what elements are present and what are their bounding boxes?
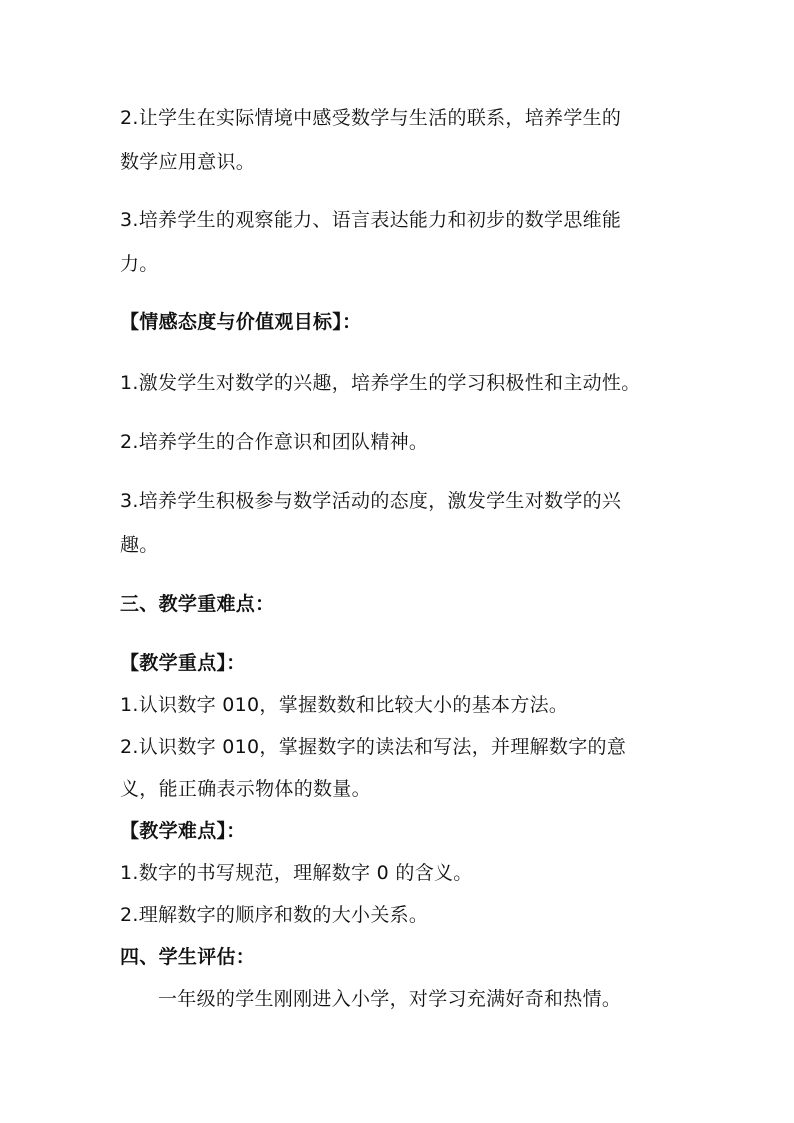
paragraph-goal-3-line-2: 力。 xyxy=(120,253,159,275)
paragraph-key-1: 1.认识数字 010，掌握数数和比较大小的基本方法。 xyxy=(120,694,569,716)
paragraph-key-2-line-1: 2.认识数字 010，掌握数字的读法和写法，并理解数字的意 xyxy=(120,736,627,758)
paragraph-goal-2-line-1: 2.让学生在实际情境中感受数学与生活的联系，培养学生的 xyxy=(120,107,622,129)
heading-difficult-points: 【教学难点】： xyxy=(120,820,246,842)
paragraph-emotion-2: 2.培养学生的合作意识和团队精神。 xyxy=(120,431,429,453)
paragraph-emotion-3-line-1: 3.培养学生积极参与数学活动的态度，激发学生对数学的兴 xyxy=(120,490,622,512)
heading-key-difficulties: 三、教学重难点： xyxy=(120,593,275,615)
paragraph-goal-3-line-1: 3.培养学生的观察能力、语言表达能力和初步的数学思维能 xyxy=(120,209,622,231)
paragraph-emotion-3-line-2: 趣。 xyxy=(120,534,159,556)
paragraph-student-assessment: 一年级的学生刚刚进入小学，对学习充满好奇和热情。 xyxy=(158,988,622,1010)
paragraph-difficult-1: 1.数字的书写规范，理解数字 0 的含义。 xyxy=(120,862,473,884)
heading-emotion-goals: 【情感态度与价值观目标】： xyxy=(120,311,362,333)
paragraph-difficult-2: 2.理解数字的顺序和数的大小关系。 xyxy=(120,904,429,926)
heading-student-assessment: 四、学生评估： xyxy=(120,946,256,968)
paragraph-key-2-line-2: 义，能正确表示物体的数量。 xyxy=(120,778,371,800)
paragraph-goal-2-line-2: 数学应用意识。 xyxy=(120,151,256,173)
heading-key-points: 【教学重点】： xyxy=(120,652,246,674)
paragraph-emotion-1: 1.激发学生对数学的兴趣，培养学生的学习积极性和主动性。 xyxy=(120,372,641,394)
